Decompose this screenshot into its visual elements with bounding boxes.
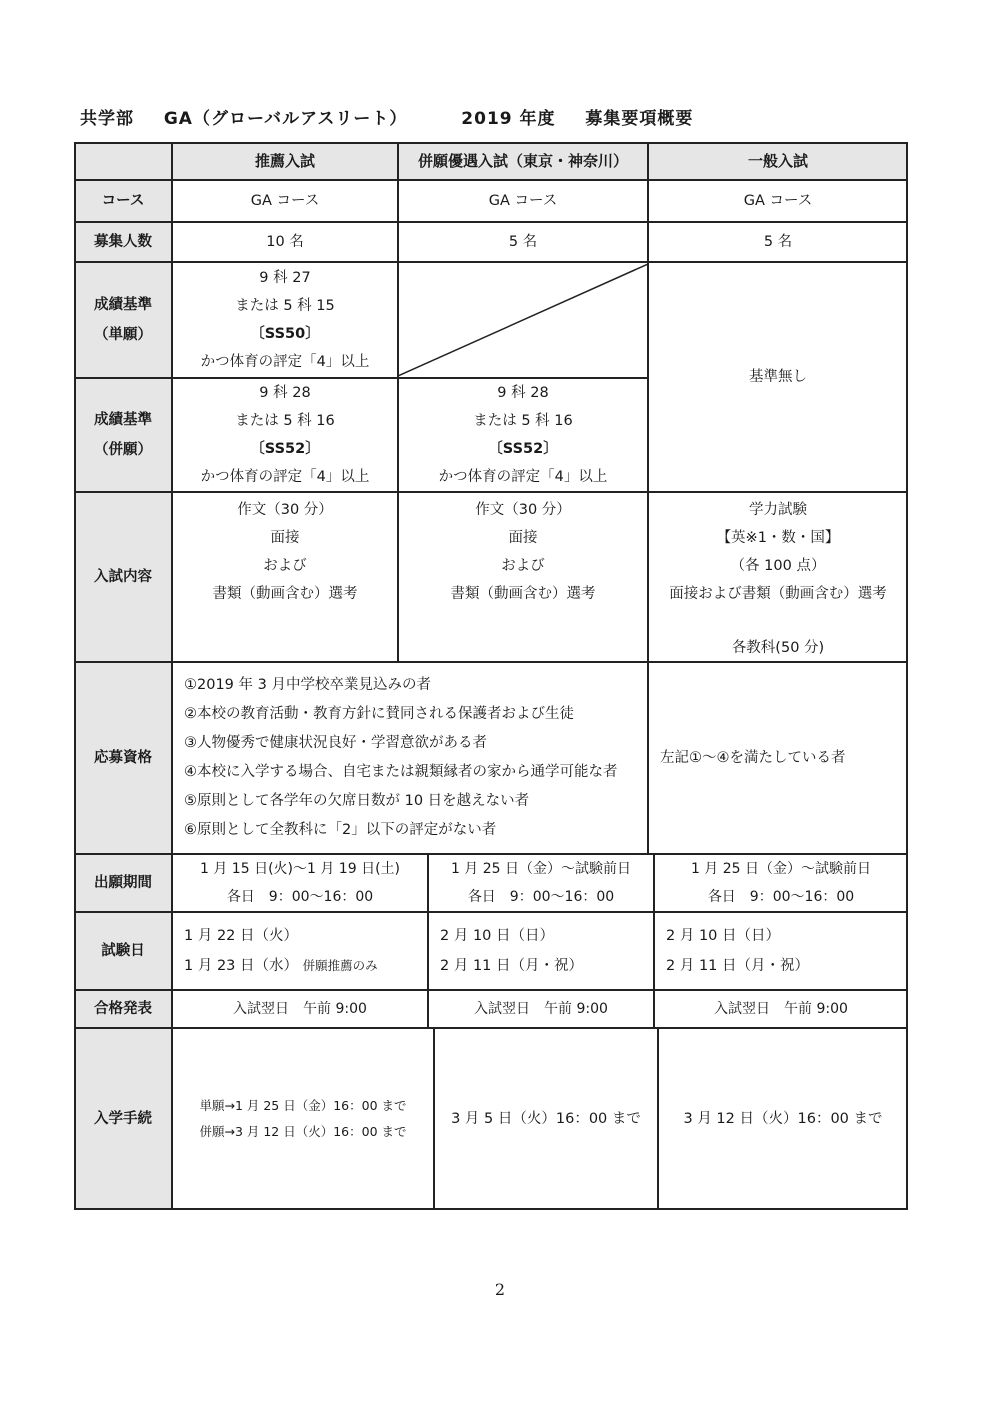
label-grade-combined bbox=[74, 378, 172, 492]
course-pref: GA コース bbox=[488, 193, 558, 209]
grade-combined-rec-line: または 5 科 16 bbox=[235, 413, 335, 429]
eligibility-item: ⑥原則として全教科に「2」以下の評定がない者 bbox=[184, 822, 497, 838]
table-border bbox=[647, 142, 649, 854]
label-exam-content: 入試内容 bbox=[74, 492, 172, 662]
exam-content-general-line: 面接および書類（動画含む）選考 bbox=[669, 586, 887, 602]
application-period-pref bbox=[428, 854, 654, 912]
result-rec: 入試翌日 午前 9:00 bbox=[233, 1001, 367, 1017]
grade-single-rec-line: 9 科 27 bbox=[259, 270, 311, 286]
exam-content-rec-line: および bbox=[263, 558, 307, 574]
grade-combined-rec-line: 9 科 28 bbox=[259, 385, 311, 401]
label-grade-combined-1: 成績基準 bbox=[94, 412, 152, 428]
grade-single-rec bbox=[172, 262, 398, 378]
page-number: 2 bbox=[494, 1280, 506, 1299]
capacity-rec: 10 名 bbox=[266, 234, 304, 250]
exam-content-pref bbox=[398, 492, 648, 662]
header-general: 一般入試 bbox=[648, 142, 908, 180]
capacity-general: 5 名 bbox=[763, 234, 793, 250]
application-period-general-line: 各日 9：00～16：00 bbox=[707, 889, 855, 905]
eligibility-general: 左記①～④を満たしている者 bbox=[660, 750, 846, 766]
table-border bbox=[433, 1028, 435, 1210]
exam-content-pref-line: および bbox=[501, 558, 545, 574]
exam-date-rec-line bbox=[184, 951, 378, 981]
exam-content-rec-line: 面接 bbox=[270, 530, 300, 546]
header-preferential: 併願優遇入試（東京・神奈川） bbox=[398, 142, 648, 180]
eligibility-item: ④本校に入学する場合、自宅または親類縁者の家から通学可能な者 bbox=[184, 764, 618, 780]
table-border bbox=[74, 1027, 908, 1029]
header-corner bbox=[74, 142, 172, 180]
exam-date-pref-line: 2 月 11 日（月・祝） bbox=[440, 958, 584, 974]
label-capacity: 募集人数 bbox=[74, 222, 172, 262]
grade-combined-pref-line: または 5 科 16 bbox=[473, 413, 573, 429]
exam-content-rec bbox=[172, 492, 398, 662]
application-period-rec bbox=[172, 854, 428, 912]
exam-date-general-line: 2 月 11 日（月・祝） bbox=[666, 958, 810, 974]
title-dept: 共学部 bbox=[80, 109, 134, 129]
application-period-pref-line: 各日 9：00～16：00 bbox=[467, 889, 615, 905]
label-eligibility: 応募資格 bbox=[74, 662, 172, 854]
grade-single-rec-line: 〔SS50〕 bbox=[250, 326, 320, 342]
grade-general: 基準無し bbox=[749, 369, 807, 385]
course-rec: GA コース bbox=[250, 193, 320, 209]
result-pref: 入試翌日 午前 9:00 bbox=[474, 1001, 608, 1017]
table-border bbox=[74, 179, 908, 181]
table-border bbox=[171, 142, 173, 1210]
header-recommendation: 推薦入試 bbox=[172, 142, 398, 180]
application-period-general bbox=[654, 854, 908, 912]
table-border bbox=[906, 142, 908, 1210]
label-exam-date: 試験日 bbox=[74, 912, 172, 990]
enrollment-rec-line: 単願→1 月 25 日（金）16：00 まで bbox=[199, 1098, 407, 1113]
table-border bbox=[397, 142, 399, 662]
exam-date-general bbox=[654, 912, 908, 990]
table-border bbox=[74, 1208, 908, 1210]
table-border bbox=[74, 142, 76, 1210]
application-period-pref-line: 1 月 25 日（金）～試験前日 bbox=[450, 861, 632, 877]
enrollment-pref: 3 月 5 日（火）16：00 まで bbox=[451, 1111, 641, 1127]
enrollment-rec-line: 併願→3 月 12 日（火）16：00 まで bbox=[199, 1124, 407, 1139]
table-border bbox=[74, 377, 648, 379]
grade-combined-pref-line: 〔SS52〕 bbox=[488, 441, 558, 457]
grade-combined-rec-line: 〔SS52〕 bbox=[250, 441, 320, 457]
table-border bbox=[74, 853, 908, 855]
grade-combined-rec bbox=[172, 378, 398, 492]
table-border bbox=[74, 261, 908, 263]
table-border bbox=[74, 911, 908, 913]
exam-date-pref bbox=[428, 912, 654, 990]
table-border bbox=[653, 854, 655, 1028]
exam-content-pref-line: 書類（動画含む）選考 bbox=[450, 586, 596, 602]
application-period-general-line: 1 月 25 日（金）～試験前日 bbox=[690, 861, 872, 877]
exam-content-pref-line: 面接 bbox=[508, 530, 538, 546]
exam-content-general-note: 各教科(50 分) bbox=[731, 640, 825, 656]
title-doc: 募集要項概要 bbox=[585, 109, 694, 129]
label-enrollment: 入学手続 bbox=[74, 1028, 172, 1210]
exam-content-general-line: 学力試験 bbox=[749, 502, 807, 518]
exam-date-pref-line: 2 月 10 日（日） bbox=[440, 928, 555, 944]
result-general: 入試翌日 午前 9:00 bbox=[714, 1001, 848, 1017]
exam-content-pref-line: 作文（30 分） bbox=[475, 502, 571, 518]
table-border bbox=[74, 491, 908, 493]
grade-single-rec-line: かつ体育の評定「4」以上 bbox=[200, 354, 370, 370]
admission-table bbox=[74, 142, 908, 1210]
exam-content-rec-line: 作文（30 分） bbox=[237, 502, 333, 518]
enrollment-general: 3 月 12 日（火）16：00 まで bbox=[683, 1111, 883, 1127]
table-border bbox=[657, 1028, 659, 1210]
label-result: 合格発表 bbox=[74, 990, 172, 1028]
exam-content-general-line: （各 100 点） bbox=[730, 558, 826, 574]
label-grade-combined-2: （併願） bbox=[94, 442, 152, 458]
exam-content-general bbox=[648, 492, 908, 662]
not-applicable-slash bbox=[398, 262, 648, 378]
grade-combined-rec-line: かつ体育の評定「4」以上 bbox=[200, 469, 370, 485]
enrollment-rec bbox=[172, 1028, 434, 1210]
eligibility-item: ①2019 年 3 月中学校卒業見込みの者 bbox=[184, 677, 431, 693]
course-general: GA コース bbox=[743, 193, 813, 209]
label-grade-single-1: 成績基準 bbox=[94, 297, 152, 313]
eligibility-item: ⑤原則として各学年の欠席日数が 10 日を越えない者 bbox=[184, 793, 530, 809]
grade-combined-pref bbox=[398, 378, 648, 492]
table-border bbox=[74, 989, 908, 991]
label-grade-single bbox=[74, 262, 172, 378]
application-period-rec-line: 1 月 15 日(火)～1 月 19 日(土) bbox=[200, 861, 400, 877]
exam-content-general-line: 【英※1・数・国】 bbox=[716, 530, 840, 546]
table-border bbox=[427, 854, 429, 1028]
table-border bbox=[74, 221, 908, 223]
exam-date-rec-line: 1 月 22 日（火） bbox=[184, 928, 299, 944]
table-border bbox=[74, 661, 908, 663]
exam-date-rec-date2: 1 月 23 日（水） bbox=[184, 958, 299, 974]
title-program: GA（グローバルアスリート） bbox=[163, 109, 408, 129]
application-period-rec-line: 各日 9：00～16：00 bbox=[226, 889, 374, 905]
table-border bbox=[74, 142, 908, 144]
grade-single-rec-line: または 5 科 15 bbox=[235, 298, 335, 314]
eligibility-item: ③人物優秀で健康状況良好・学習意欲がある者 bbox=[184, 735, 487, 751]
exam-date-general-line: 2 月 10 日（日） bbox=[666, 928, 781, 944]
title-year: 2019 年度 bbox=[461, 109, 556, 129]
exam-content-rec-line: 書類（動画含む）選考 bbox=[212, 586, 358, 602]
eligibility-item: ②本校の教育活動・教育方針に賛同される保護者および生徒 bbox=[184, 706, 574, 722]
exam-date-rec bbox=[172, 912, 428, 990]
label-grade-single-2: （単願） bbox=[94, 327, 152, 343]
label-application-period: 出願期間 bbox=[74, 854, 172, 912]
grade-combined-pref-line: 9 科 28 bbox=[497, 385, 549, 401]
page-title bbox=[80, 104, 880, 129]
label-course: コース bbox=[74, 180, 172, 222]
exam-date-rec-note: 併願推薦のみ bbox=[302, 958, 378, 973]
eligibility-list bbox=[172, 662, 648, 854]
grade-combined-pref-line: かつ体育の評定「4」以上 bbox=[438, 469, 608, 485]
capacity-pref: 5 名 bbox=[508, 234, 538, 250]
